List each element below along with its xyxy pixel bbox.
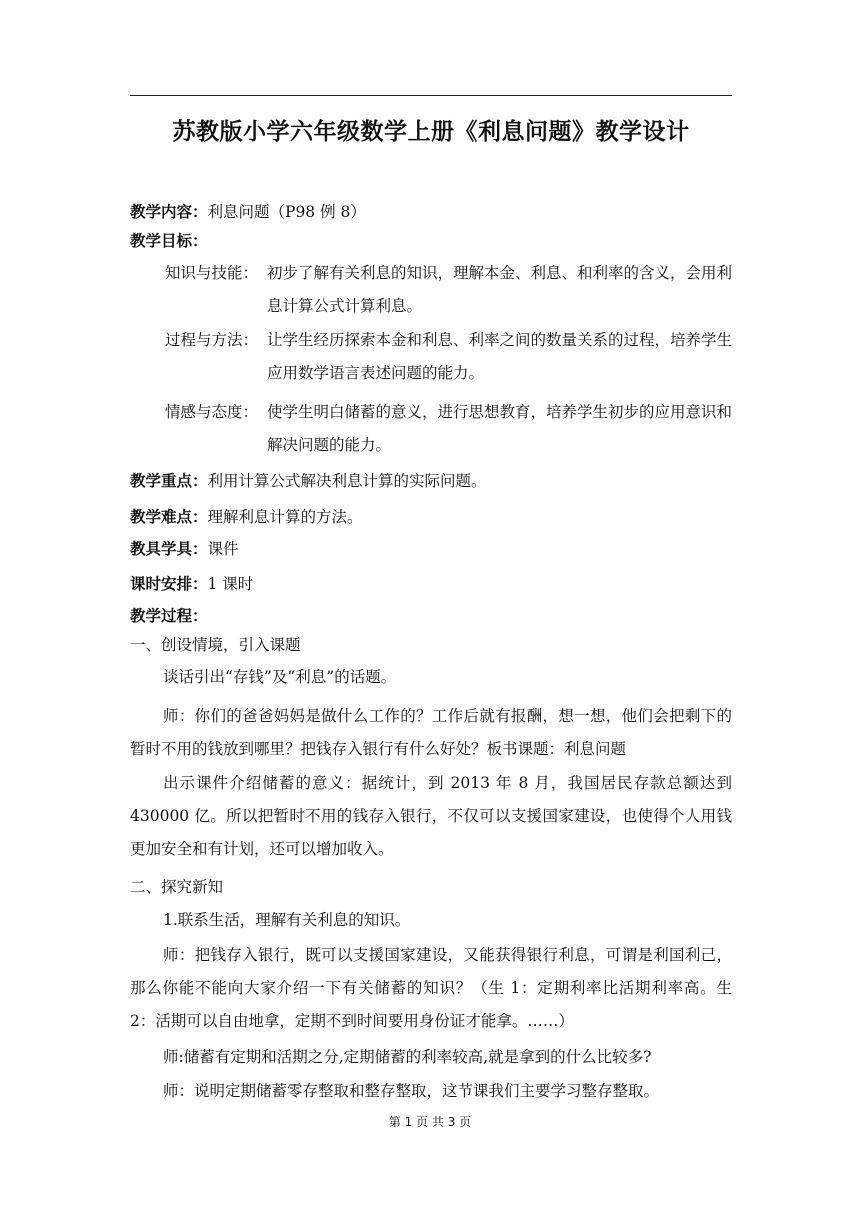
objective-label: 情感与态度： [165,403,259,421]
objectives-heading [130,230,208,252]
objective-knowledge [165,257,732,323]
tools-value: 课件 [207,540,239,558]
difficulty-line [130,506,363,528]
section1-paragraph: 出示课件介绍储蓄的意义：据统计，到 2013 年 8 月，我国居民存款总额达到 430000 亿。所以把暂时不用的钱存入银行，不仅可以支援国家建设，也使得个人用钱更加安全和有计划，还可以增加收入。 [130,774,732,858]
difficulty-label: 教学难点： [130,508,208,526]
tools-label: 教具学具： [130,540,208,558]
section2-heading: 二、探究新知 [130,878,224,896]
process-heading [130,605,208,627]
schedule-line [130,573,253,595]
section2-paragraph: 师:储蓄有定期和活期之分,定期储蓄的利率较高,就是拿到的什么比较多? [163,1048,652,1066]
objective-label: 过程与方法： [165,331,259,349]
section1-paragraph: 谈话引出“存钱”及“利息”的话题。 [163,668,397,686]
page-footer: 第 1 页 共 3 页 [388,1115,472,1129]
section1-paragraph: 师：你们的爸爸妈妈是做什么工作的？工作后就有报酬，想一想，他们会把剩下的暂时不用的钱放到哪里？把钱存入银行有什么好处？板书课题：利息问题 [130,707,732,758]
key-point-label: 教学重点： [130,472,208,490]
schedule-value: 1 课时 [207,575,254,593]
key-point-line [130,470,487,492]
schedule-label: 课时安排： [130,575,208,593]
objective-text: 使学生明白储蓄的意义，进行思想教育，培养学生初步的应用意识和解决问题的能力。 [267,403,733,454]
header-rule [130,95,732,96]
document-title: 苏教版小学六年级数学上册《利息问题》教学设计 [172,119,690,145]
section1-heading: 一、创设情境，引入课题 [130,636,301,654]
objective-label: 知识与技能： [165,264,259,282]
tools-line [130,538,239,560]
content-value: 利息问题（P98 例 8） [207,203,366,221]
section2-paragraph: 师：说明定期储蓄零存整取和整存整取，这节课我们主要学习整存整取。 [163,1082,660,1100]
objective-attitude [165,396,732,462]
section2-paragraph: 1.联系生活，理解有关利息的知识。 [163,911,411,929]
content-label: 教学内容： [130,203,208,221]
objectives-label: 教学目标： [130,232,208,250]
key-point-value: 利用计算公式解决利息计算的实际问题。 [207,472,487,490]
objective-text: 初步了解有关利息的知识，理解本金、利息、和利率的含义，会用利息计算公式计算利息。 [267,264,733,315]
difficulty-value: 理解利息计算的方法。 [207,508,363,526]
process-label: 教学过程： [130,607,208,625]
content-line [130,201,366,223]
objective-process [165,324,732,390]
section2-paragraph: 师：把钱存入银行，既可以支援国家建设，又能获得银行利息，可谓是利国利己，那么你能不能向大家介绍一下有关储蓄的知识？（生 1：定期利率比活期利率高。生 2：活期可以自由地拿，定期不到时间要用身份证才能拿。……） [130,946,732,1030]
objective-text: 让学生经历探索本金和利息、利率之间的数量关系的过程，培养学生应用数学语言表述问题的能力。 [267,331,733,382]
